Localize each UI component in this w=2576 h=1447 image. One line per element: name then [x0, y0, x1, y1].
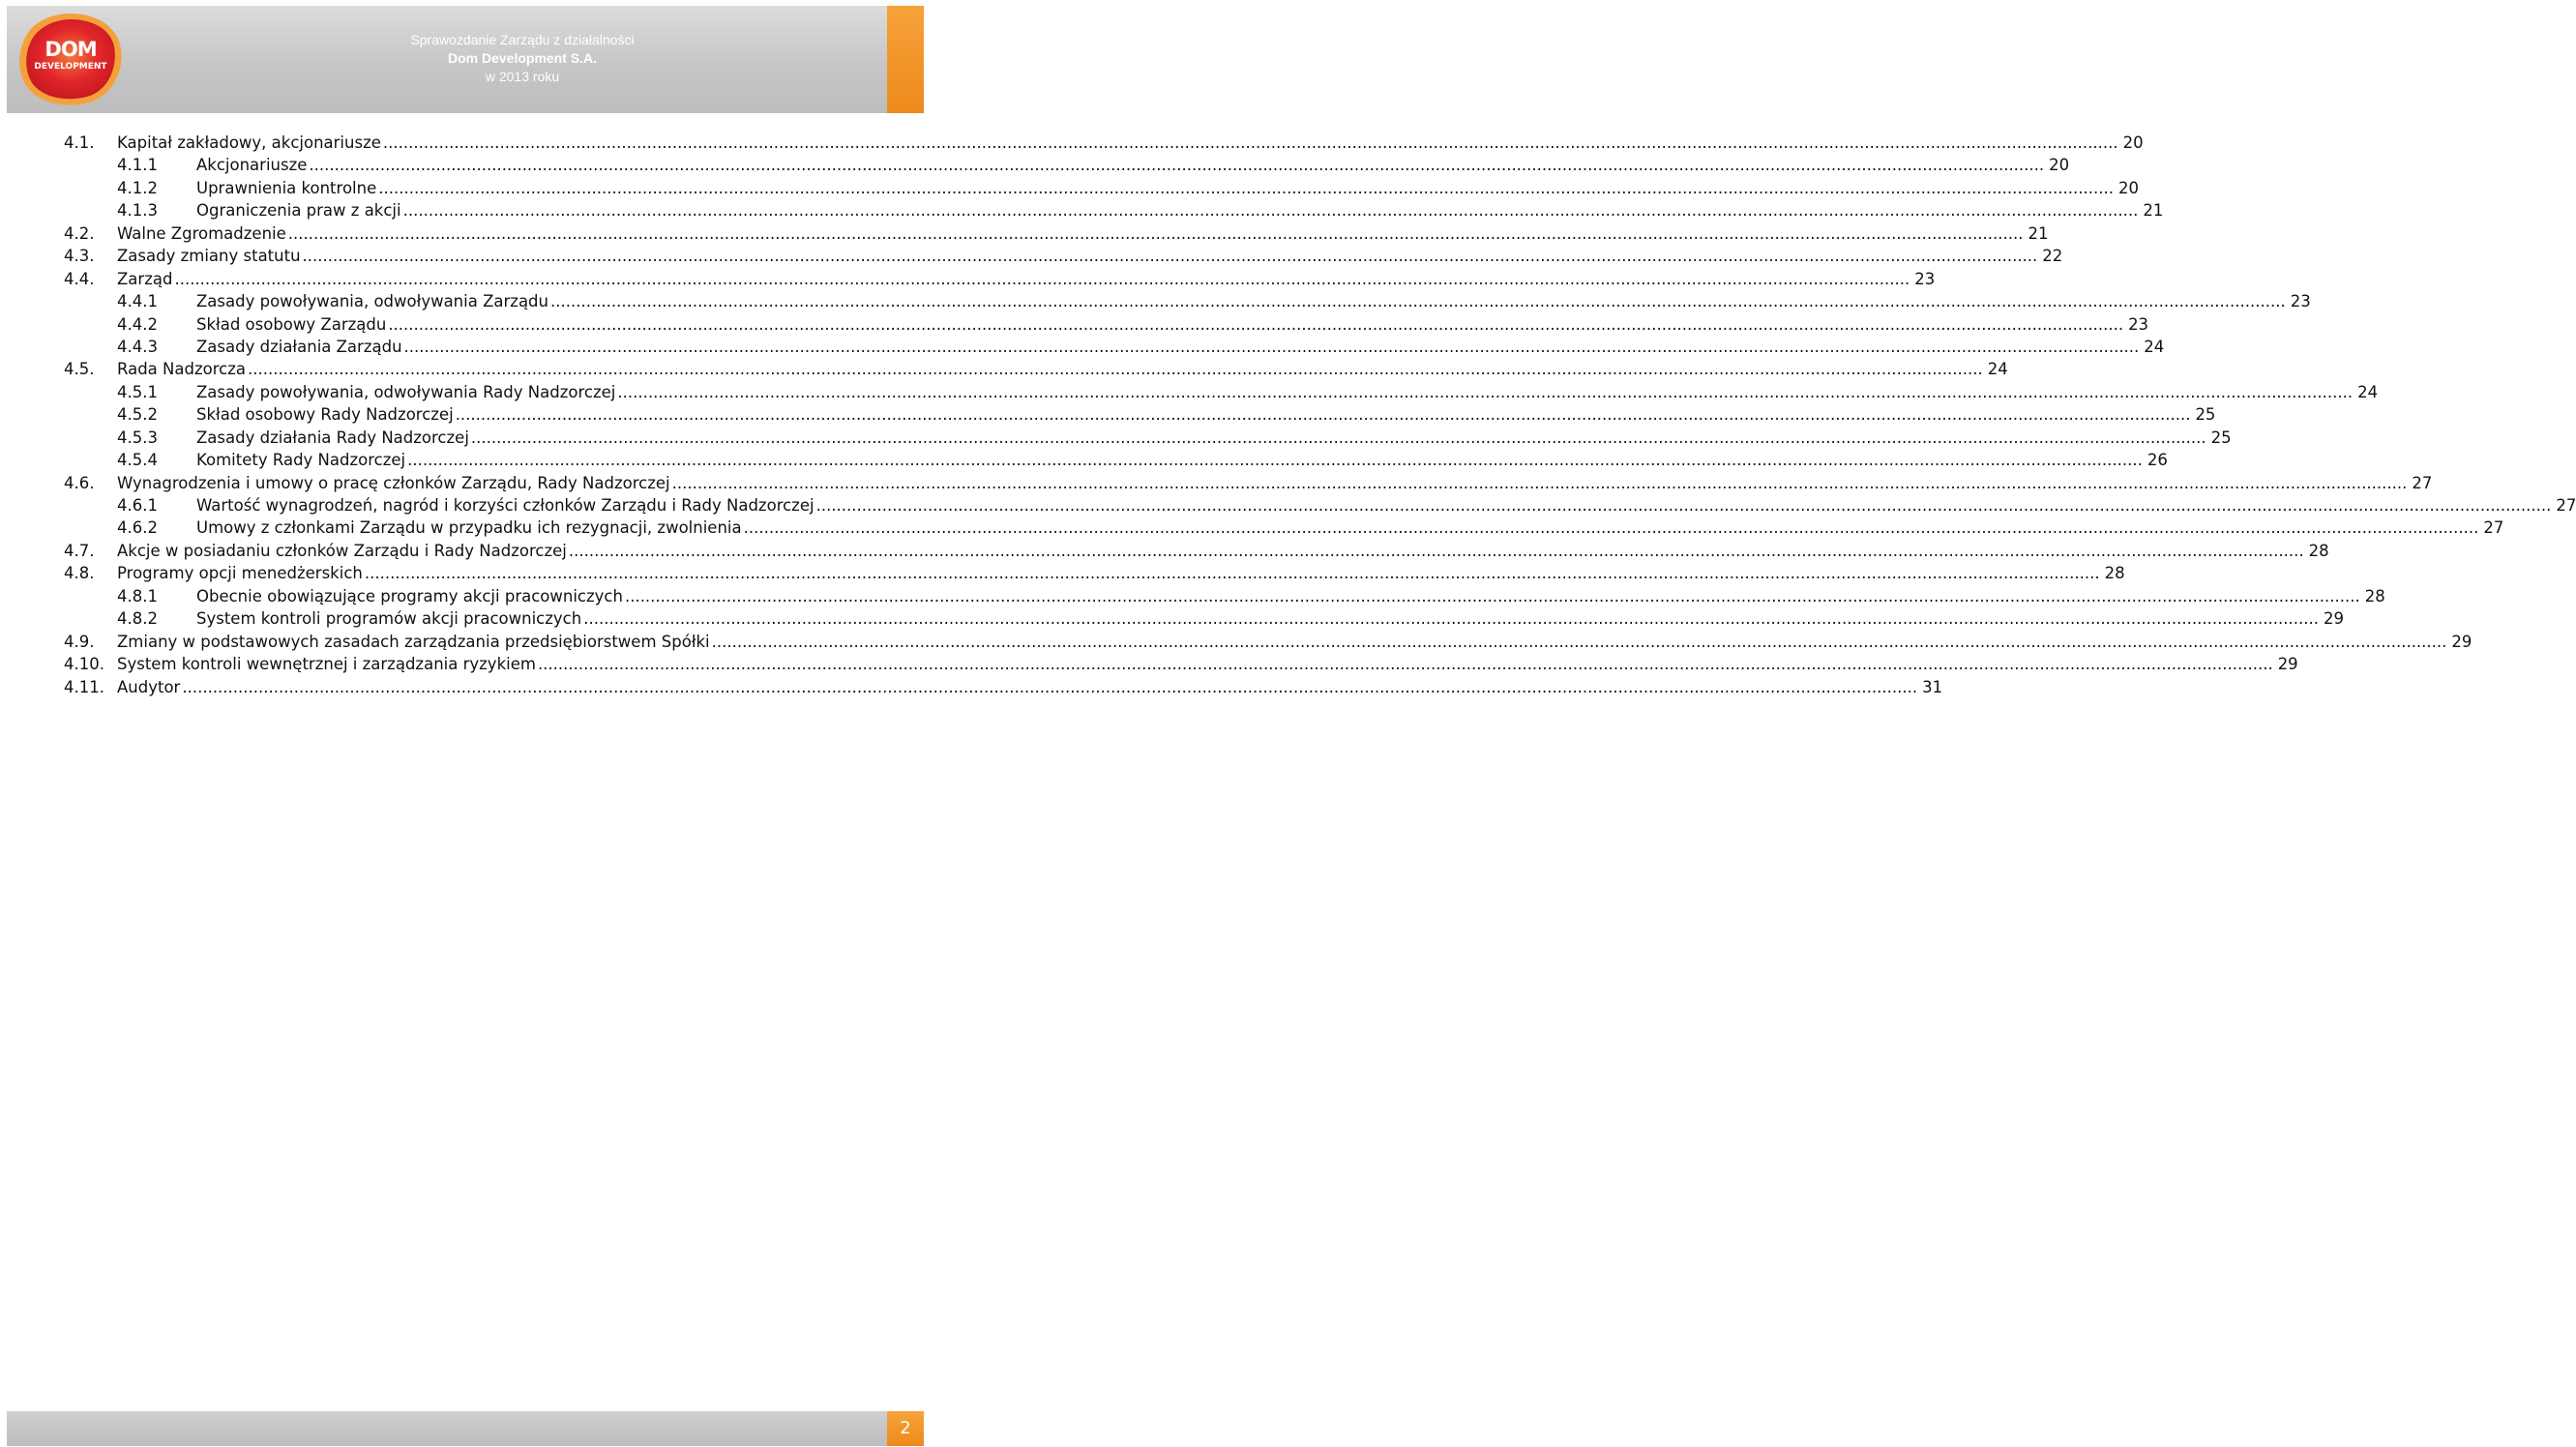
logo-wordmark: DOM [44, 38, 97, 61]
toc-leader-dots [550, 290, 2286, 312]
toc-leader-dots [174, 268, 1910, 290]
toc-number: 4.3. [64, 247, 95, 266]
toc-page-number: 20 [2049, 156, 2070, 175]
toc-number: 4.5.3 [117, 428, 158, 447]
toc-entry[interactable] [64, 653, 2298, 675]
toc-entry[interactable] [64, 132, 2144, 154]
toc-page-number: 24 [1987, 360, 2008, 379]
toc-leader-dots [712, 631, 2447, 653]
toc-page-number: 29 [2323, 609, 2344, 629]
toc-leader-dots [407, 449, 2143, 471]
toc-entry[interactable] [64, 562, 2125, 584]
header-accent-bar [887, 6, 924, 113]
toc-title: Walne Zgromadzenie [117, 223, 286, 243]
toc-title: Zasady zmiany statutu [117, 247, 301, 266]
toc-entry[interactable] [64, 313, 2149, 336]
toc-entry[interactable] [64, 403, 2216, 426]
toc-entry[interactable] [64, 494, 2576, 517]
toc-leader-dots [456, 403, 2191, 426]
toc-number: 4.6.1 [117, 496, 158, 515]
toc-page-number: 27 [2412, 473, 2433, 492]
toc-number: 4.10. [64, 655, 104, 674]
toc-number: 4.5.2 [117, 405, 158, 425]
toc-entry[interactable] [64, 631, 2472, 653]
toc-number: 4.8.1 [117, 586, 158, 605]
toc-number: 4.4.1 [117, 292, 158, 311]
toc-page-number: 28 [2308, 541, 2329, 560]
toc-leader-dots [383, 132, 2118, 154]
toc-title: Zarząd [117, 269, 173, 288]
toc-title: Rada Nadzorcza [117, 360, 246, 379]
toc-title: Zmiany w podstawowych zasadach zarządzania przedsiębiorstwem Spółki [117, 632, 710, 651]
toc-page-number: 23 [1914, 269, 1936, 288]
toc-page-number: 25 [2195, 405, 2216, 425]
toc-page-number: 25 [2210, 428, 2232, 447]
toc-entry[interactable] [64, 268, 1936, 290]
toc-number: 4.4.2 [117, 314, 158, 334]
logo-subtitle: DEVELOPMENT [34, 62, 107, 72]
toc-title: Zasady działania Zarządu [196, 337, 402, 356]
toc-title: Ograniczenia praw z akcji [196, 201, 401, 221]
toc-page-number: 28 [2104, 564, 2125, 583]
toc-title: System kontroli programów akcji pracowniczych [196, 609, 582, 629]
toc-number: 4.4.3 [117, 337, 158, 356]
toc-title: Wartość wynagrodzeń, nagród i korzyści członków Zarządu i Rady Nadzorczej [196, 496, 814, 515]
toc-entry[interactable] [64, 607, 2344, 630]
toc-number: 4.1.3 [117, 201, 158, 221]
toc-number: 4.7. [64, 541, 95, 560]
toc-page-number: 22 [2042, 247, 2063, 266]
toc-title: Uprawnienia kontrolne [196, 178, 377, 197]
toc-title: Zasady powoływania, odwoływania Rady Nadzorczej [196, 382, 616, 401]
toc-page-number: 29 [2277, 655, 2298, 674]
report-title-line2: Dom Development S.A. [447, 50, 598, 66]
toc-entry[interactable] [64, 336, 2165, 358]
toc-title: Zasady działania Rady Nadzorczej [196, 428, 469, 447]
toc-number: 4.8. [64, 564, 95, 583]
toc-title: Skład osobowy Rady Nadzorczej [196, 405, 454, 425]
toc-leader-dots [388, 313, 2123, 336]
toc-entry[interactable] [64, 290, 2311, 312]
toc-title: Skład osobowy Zarządu [196, 314, 387, 334]
toc-title: Programy opcji menedżerskich [117, 564, 363, 583]
toc-number: 4.2. [64, 223, 95, 243]
toc-entry[interactable] [64, 245, 2063, 267]
toc-entry[interactable] [64, 177, 2139, 199]
toc-leader-dots [288, 222, 2024, 245]
page-number: 2 [900, 1418, 911, 1438]
toc-title: Akcje w posiadaniu członków Zarządu i Rady Nadzorczej [117, 541, 567, 560]
toc-page-number: 21 [2143, 201, 2164, 221]
toc-page-number: 20 [2122, 133, 2144, 152]
report-title-line3: w 2013 roku [485, 69, 560, 84]
toc-leader-dots [403, 199, 2139, 221]
toc-leader-dots [303, 245, 2038, 267]
toc-entry[interactable] [64, 676, 1943, 698]
toc-number: 4.5.4 [117, 451, 158, 470]
toc-entry[interactable] [64, 381, 2379, 403]
toc-entry[interactable] [64, 449, 2168, 471]
toc-title: Audytor [117, 677, 181, 696]
toc-number: 4.4. [64, 269, 95, 288]
toc-entry[interactable] [64, 154, 2070, 176]
toc-leader-dots [309, 154, 2044, 176]
toc-page-number: 23 [2290, 292, 2311, 311]
toc-title: Akcjonariusze [196, 156, 308, 175]
toc-number: 4.1. [64, 133, 95, 152]
toc-entry[interactable] [64, 472, 2433, 494]
toc-leader-dots [583, 607, 2319, 630]
toc-leader-dots [672, 472, 2408, 494]
toc-title: Wynagrodzenia i umowy o pracę członków Zarządu, Rady Nadzorczej [117, 473, 670, 492]
toc-number: 4.6.2 [117, 518, 158, 538]
toc-number: 4.6. [64, 473, 95, 492]
toc-page-number: 27 [2483, 518, 2504, 538]
toc-number: 4.9. [64, 632, 95, 651]
toc-title: Komitety Rady Nadzorczej [196, 451, 406, 470]
toc-leader-dots [816, 494, 2552, 517]
toc-number: 4.5. [64, 360, 95, 379]
page-footer [7, 1411, 887, 1446]
toc-page-number: 24 [2144, 337, 2165, 356]
toc-leader-dots [365, 562, 2100, 584]
toc-number: 4.8.2 [117, 609, 158, 629]
toc-leader-dots [617, 381, 2353, 403]
toc-entry[interactable] [64, 517, 2504, 539]
toc-number: 4.5.1 [117, 382, 158, 401]
toc-leader-dots [625, 585, 2360, 607]
toc-page-number: 24 [2357, 382, 2379, 401]
toc-number: 4.1.1 [117, 156, 158, 175]
toc-entry[interactable] [64, 427, 2232, 449]
toc-page-number: 27 [2556, 496, 2576, 515]
toc-entry[interactable] [64, 585, 2385, 607]
toc-page-number: 28 [2364, 586, 2385, 605]
toc-page-number: 29 [2451, 632, 2472, 651]
toc-page-number: 21 [2028, 223, 2049, 243]
table-of-contents [64, 132, 2576, 698]
toc-leader-dots [378, 177, 2114, 199]
company-logo [14, 10, 128, 108]
toc-leader-dots [538, 653, 2273, 675]
toc-page-number: 20 [2117, 178, 2139, 197]
toc-leader-dots [471, 427, 2206, 449]
toc-page-number: 23 [2128, 314, 2149, 334]
toc-entry[interactable] [64, 540, 2329, 562]
toc-page-number: 31 [1922, 677, 1943, 696]
toc-title: Umowy z członkami Zarządu w przypadku ich rezygnacji, zwolnienia [196, 518, 742, 538]
toc-leader-dots [182, 676, 1917, 698]
toc-number: 4.11. [64, 677, 104, 696]
toc-title: Obecnie obowiązujące programy akcji pracowniczych [196, 586, 623, 605]
report-title [382, 31, 663, 86]
toc-page-number: 26 [2147, 451, 2168, 470]
toc-number: 4.1.2 [117, 178, 158, 197]
report-title-line1: Sprawozdanie Zarządu z działalności [410, 32, 635, 47]
toc-title: Kapitał zakładowy, akcjonariusze [117, 133, 381, 152]
toc-leader-dots [744, 517, 2479, 539]
toc-entry[interactable] [64, 358, 2008, 380]
toc-entry[interactable] [64, 222, 2049, 245]
toc-leader-dots [248, 358, 1983, 380]
toc-entry[interactable] [64, 199, 2164, 221]
toc-leader-dots [404, 336, 2140, 358]
toc-title: System kontroli wewnętrznej i zarządzania ryzykiem [117, 655, 536, 674]
toc-leader-dots [569, 540, 2304, 562]
toc-title: Zasady powoływania, odwoływania Zarządu [196, 292, 548, 311]
